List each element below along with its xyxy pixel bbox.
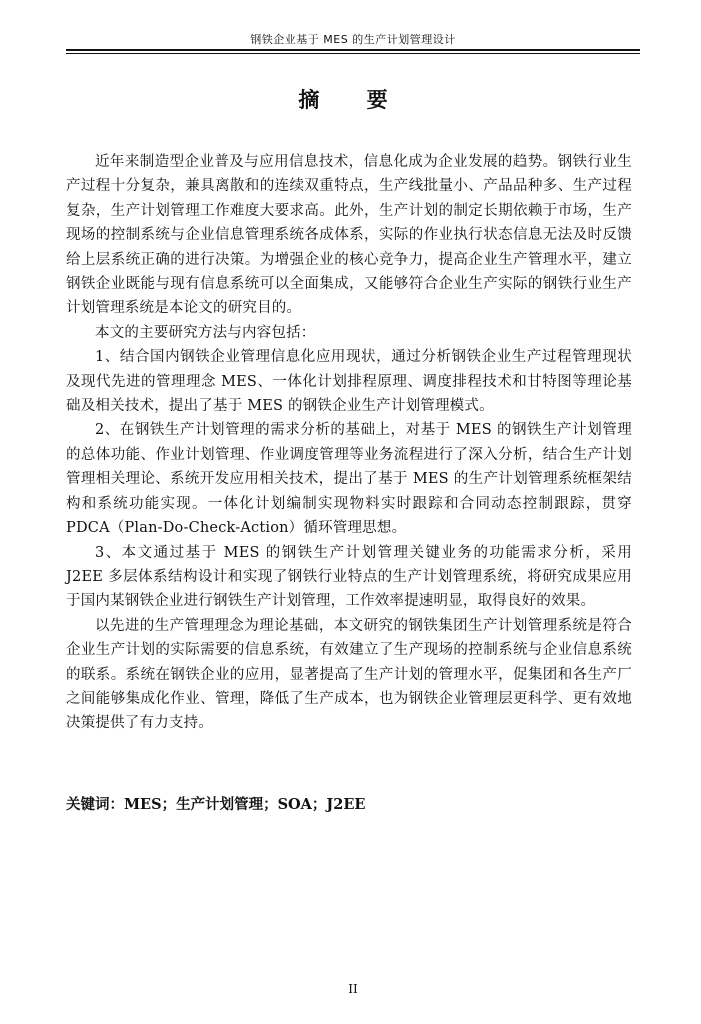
running-header: 钢铁企业基于 MES 的生产计划管理设计 xyxy=(250,33,456,46)
header-rule-thin xyxy=(66,53,640,54)
abstract-body xyxy=(66,150,632,736)
keywords: 关键词：MES；生产计划管理；SOA；J2EE xyxy=(66,796,366,813)
abstract-title: 摘 要 xyxy=(298,88,408,112)
abstract-paragraph-2: 本文的主要研究方法与内容包括： xyxy=(95,324,316,341)
page-number: II xyxy=(348,982,358,996)
abstract-paragraph-1: 近年来制造型企业普及与应用信息技术，信息化成为企业发展的趋势。钢铁行业生产过程十分复杂，兼具离散和的连续双重特点，生产线批量小、产品品种多、生产过程复杂，生产计划管理工作难度大要求高。此外，生产计划的制定长期依赖于市场，生产现场的控制系统与企业信息管理系统各成体系，实际的作业执行状态信息无法及时反馈给上层系统正确的进行决策。为增强企业的核心竞争力，提高企业生产管理水平，建立钢铁企业既能与现有信息系统可以全面集成，又能够符合企业生产实际的钢铁行业生产计划管理系统是本论文的研究目的。 xyxy=(66,154,632,317)
abstract-paragraph-3: 1、结合国内钢铁企业管理信息化应用现状，通过分析钢铁企业生产过程管理现状及现代先进的管理理念 MES、一体化计划排程原理、调度排程技术和甘特图等理论基础及相关技术，提出了基于 MES 的钢铁企业生产计划管理模式。 xyxy=(66,349,632,415)
abstract-paragraph-4: 2、在钢铁生产计划管理的需求分析的基础上，对基于 MES 的钢铁生产计划管理的总体功能、作业计划管理、作业调度管理等业务流程进行了深入分析，结合生产计划管理相关理论、系统开发应用相关技术，提出了基于 MES 的生产计划管理系统框架结构和系统功能实现。一体化计划编制实现物料实时跟踪和合同动态控制跟踪，贯穿 PDCA（Plan-Do-Check-Action）循环管理思想。 xyxy=(66,422,632,537)
abstract-paragraph-5: 3、本文通过基于 MES 的钢铁生产计划管理关键业务的功能需求分析，采用 J2EE 多层体系结构设计和实现了钢铁行业特点的生产计划管理系统，将研究成果应用于国内某钢铁企业进行钢铁生产计划管理，工作效率提速明显，取得良好的效果。 xyxy=(66,544,632,610)
header-rule xyxy=(66,49,640,51)
abstract-paragraph-6: 以先进的生产管理理念为理论基础，本文研究的钢铁集团生产计划管理系统是符合企业生产计划的实际需要的信息系统，有效建立了生产现场的控制系统与企业信息系统的联系。系统在钢铁企业的应用，显著提高了生产计划的管理水平，促集团和各生产厂之间能够集成化作业、管理，降低了生产成本，也为钢铁企业管理层更科学、更有效地决策提供了有力支持。 xyxy=(66,617,632,732)
